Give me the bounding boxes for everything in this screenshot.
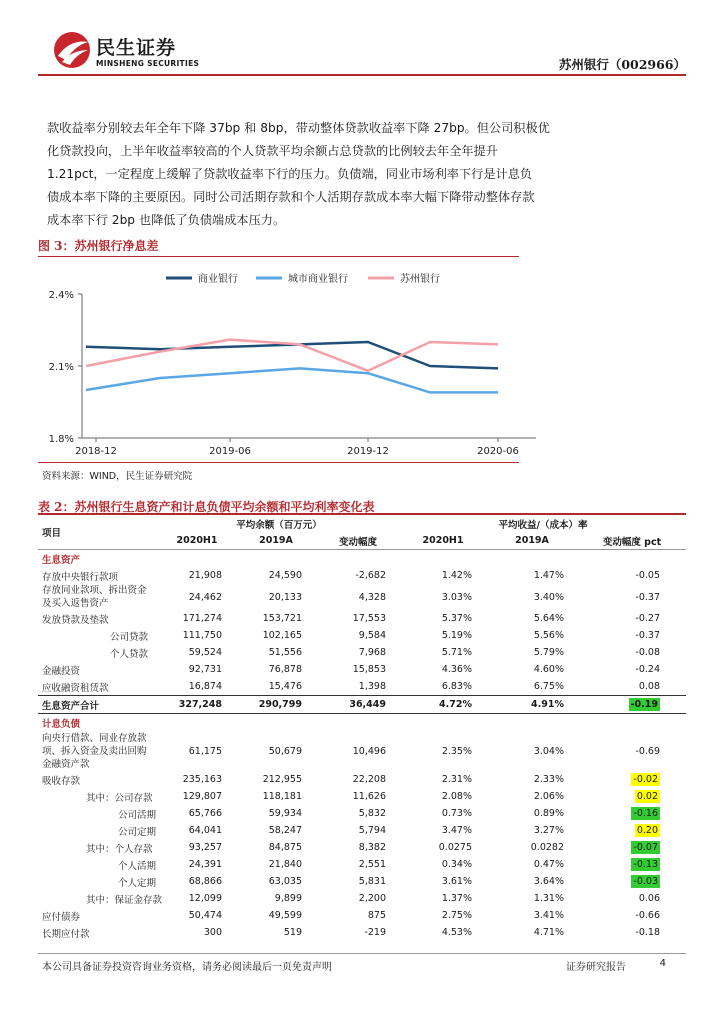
y-tick-label: 1.8% — [48, 434, 74, 445]
cell: 212,955 — [262, 774, 302, 785]
table-row — [38, 678, 686, 696]
cell: 84,875 — [268, 842, 302, 853]
liab-rows — [38, 731, 686, 941]
row-label: 其中：保证金存款 — [86, 894, 163, 906]
row-label: 公司定期 — [118, 826, 157, 838]
row-label: 个人贷款 — [110, 648, 149, 660]
cell: -0.66 — [635, 910, 660, 921]
sub-header: 变动幅度 — [316, 532, 400, 550]
cell: -0.08 — [635, 647, 660, 658]
cell: 24,391 — [188, 859, 222, 870]
cell: 0.89% — [533, 808, 564, 819]
para-line: 化贷款投向，上半年收益率较高的个人贷款平均余额占总贷款的比例较去年全年提升 — [47, 144, 498, 158]
cell: 58,247 — [268, 825, 302, 836]
row-label: 应付债券 — [42, 911, 81, 923]
x-axis — [75, 438, 536, 457]
cell: 16,874 — [188, 681, 222, 692]
section-assets-label: 生息资产 — [42, 554, 81, 566]
brand-name-en: MINSHENG SECURITIES — [96, 59, 200, 68]
col-item-header: 项目 — [38, 514, 158, 550]
cell: 6.75% — [533, 681, 564, 692]
header-rule — [38, 74, 686, 76]
cell: 5.19% — [441, 630, 472, 641]
cell: 1.47% — [533, 570, 564, 581]
cell: 10,496 — [352, 745, 386, 757]
figure-caption-rule — [38, 256, 519, 257]
highlight-value: -0.19 — [630, 699, 658, 710]
highlight-value: -0.07 — [633, 842, 658, 853]
cell: 1,398 — [358, 681, 386, 692]
cell: 118,181 — [262, 791, 302, 802]
y-axis — [49, 290, 82, 445]
cell: 2.08% — [441, 791, 472, 802]
cell: 4.72% — [400, 696, 486, 714]
table-row — [38, 771, 686, 788]
cell: 5.64% — [533, 613, 564, 624]
cell — [578, 788, 686, 805]
assets-rows — [38, 567, 686, 696]
cell: -0.18 — [635, 927, 660, 938]
report-title: 苏州银行（002966） — [558, 57, 686, 72]
cell: 51,556 — [268, 647, 302, 658]
cell: 3.27% — [533, 825, 564, 836]
brand-name-cn: 民生证券 — [96, 37, 177, 59]
cell: 92,731 — [188, 664, 222, 675]
cell: 15,853 — [352, 664, 386, 675]
cell: 2.35% — [441, 745, 472, 757]
cell: 519 — [283, 927, 302, 938]
figure-source: 资料来源：WIND，民生证券研究院 — [42, 471, 193, 482]
cell: 50,474 — [188, 910, 222, 921]
cell: 0.06 — [638, 893, 660, 904]
highlight-value: -0.13 — [633, 859, 658, 870]
cell: -219 — [364, 927, 386, 938]
row-label: 公司活期 — [118, 809, 157, 821]
cell — [578, 856, 686, 873]
para-line: 1.21pct，一定程度上缓解了贷款收益率下行的压力。负债端，同业市场利率下行是计息负 — [47, 167, 533, 181]
cell — [578, 839, 686, 856]
cell: 9,584 — [358, 630, 386, 641]
cell: 2,551 — [358, 859, 386, 870]
cell: 3.40% — [533, 591, 564, 603]
row-label: 个人活期 — [118, 860, 157, 872]
table-row — [38, 788, 686, 805]
x-tick-label: 2020-06 — [477, 446, 519, 457]
table-row — [38, 907, 686, 924]
cell: 17,553 — [352, 613, 386, 624]
row-label: 存放中央银行款项 — [42, 571, 119, 583]
cell: -0.27 — [635, 613, 660, 624]
cell: 1.37% — [441, 893, 472, 904]
cell: 3.64% — [533, 876, 564, 887]
cell: 76,878 — [268, 664, 302, 675]
cell: 24,590 — [268, 570, 302, 581]
table-group-header — [38, 514, 686, 532]
cell: 0.0282 — [530, 842, 564, 853]
sub-header: 2020H1 — [158, 532, 236, 550]
cell: 36,449 — [316, 696, 400, 714]
cell: 4,328 — [358, 591, 386, 603]
group-rate-header: 平均收益/（成本）率 — [400, 514, 686, 532]
cell: 4.53% — [441, 927, 472, 938]
highlight-value: -0.03 — [633, 876, 658, 887]
table-row — [38, 805, 686, 822]
cell: 2.31% — [441, 774, 472, 785]
cell: 0.0275 — [438, 842, 472, 853]
section-assets-row — [38, 550, 686, 568]
cell: 4.60% — [533, 664, 564, 675]
cell: 24,462 — [188, 591, 222, 603]
cell: 2,200 — [358, 893, 386, 904]
row-label: 应收融资租赁款 — [42, 682, 109, 694]
cell: 5.56% — [533, 630, 564, 641]
cell: 2.33% — [533, 774, 564, 785]
cell: 1.31% — [533, 893, 564, 904]
figure-caption: 图 3：苏州银行净息差 — [38, 239, 159, 253]
cell — [578, 696, 686, 714]
cell: 0.73% — [441, 808, 472, 819]
sub-header: 变动幅度 pct — [578, 532, 686, 550]
legend-label: 苏州银行 — [400, 274, 440, 285]
row-label: 公司贷款 — [110, 631, 149, 643]
cell: 93,257 — [188, 842, 222, 853]
cell: 171,274 — [182, 613, 222, 624]
row-label: 个人定期 — [118, 877, 157, 889]
page-number: 4 — [659, 958, 666, 969]
para-line: 债成本率下降的主要原因。同时公司活期存款和个人活期存款成本率大幅下降带动整体存款 — [47, 190, 535, 204]
para-line: 款收益率分别较去年全年下降 37bp 和 8bp，带动整体贷款收益率下降 27bp。但公司积极优 — [47, 121, 550, 135]
cell: -0.37 — [635, 630, 660, 641]
cell: 3.41% — [533, 910, 564, 921]
legend-label: 城市商业银行 — [288, 274, 348, 285]
cell: 15,476 — [268, 681, 302, 692]
sub-header: 2020H1 — [400, 532, 486, 550]
table-row — [38, 890, 686, 907]
x-tick-label: 2019-12 — [347, 446, 389, 457]
figure-bottom-rule — [38, 462, 519, 463]
cell: 102,165 — [262, 630, 302, 641]
group-balance-header: 平均余额（百万元） — [158, 514, 400, 532]
cell: 65,766 — [188, 808, 222, 819]
cell — [578, 771, 686, 788]
highlight-value: 0.02 — [636, 791, 658, 802]
cell: 63,035 — [268, 876, 302, 887]
cell: 22,208 — [352, 774, 386, 785]
cell: 5.71% — [441, 647, 472, 658]
cell — [578, 805, 686, 822]
cell: 0.34% — [441, 859, 472, 870]
cell: 11,626 — [352, 791, 386, 802]
cell: 875 — [367, 910, 386, 921]
cell: 111,750 — [182, 630, 222, 641]
footer-disclaimer: 本公司具备证券投资咨询业务资格，请务必阅读最后一页免责声明 — [42, 962, 332, 973]
table-row — [38, 856, 686, 873]
y-tick-label: 2.1% — [48, 362, 74, 373]
row-label: 吸收存款 — [42, 775, 81, 787]
body-paragraph — [47, 117, 677, 232]
row-label: 生息资产合计 — [38, 696, 158, 714]
cell: 64,041 — [188, 825, 222, 836]
highlight-value: -0.16 — [633, 808, 658, 819]
cell: 2.06% — [533, 791, 564, 802]
table-row — [38, 839, 686, 856]
table-row — [38, 822, 686, 839]
y-tick-label: 2.4% — [48, 290, 74, 301]
cell: 5.37% — [441, 613, 472, 624]
cell: 59,524 — [188, 647, 222, 658]
cell: 8,382 — [358, 842, 386, 853]
row-label: 发放贷款及垫款 — [42, 614, 109, 626]
x-tick-label: 2019-06 — [209, 446, 251, 457]
cell: 5.79% — [533, 647, 564, 658]
table-row — [38, 610, 686, 627]
table-caption: 表 2：苏州银行生息资产和计息负债平均余额和平均利率变化表 — [38, 500, 375, 514]
cell: 290,799 — [236, 696, 316, 714]
row-label: 存放同业款项、拆出资金及买入返售资产 — [42, 585, 147, 609]
cell: -0.69 — [635, 745, 660, 757]
table-row — [38, 627, 686, 644]
table-row — [38, 873, 686, 890]
sub-header: 2019A — [236, 532, 316, 550]
row-label: 其中：公司存款 — [86, 792, 153, 804]
cell: 129,807 — [182, 791, 222, 802]
cell: 3.03% — [441, 591, 472, 603]
cell: -2,682 — [355, 570, 386, 581]
cell: 12,099 — [188, 893, 222, 904]
sub-header: 2019A — [486, 532, 578, 550]
cell: 21,840 — [268, 859, 302, 870]
row-label: 向央行借款、同业存放款项、拆入资金及卖出回购金融资产款 — [42, 732, 147, 770]
series-line-城市商业银行 — [86, 368, 498, 392]
cell: 9,899 — [274, 893, 302, 904]
minsheng-logo-icon — [52, 30, 92, 70]
cell: 0.08 — [638, 681, 660, 692]
cell: 235,163 — [182, 774, 222, 785]
cell: 3.47% — [441, 825, 472, 836]
table-row — [38, 584, 686, 610]
nim-line-chart — [38, 262, 686, 462]
cell: 61,175 — [188, 745, 222, 757]
table-row — [38, 644, 686, 661]
cell: -0.24 — [635, 664, 660, 675]
cell: 20,133 — [268, 591, 302, 603]
cell: 3.61% — [441, 876, 472, 887]
cell: 153,721 — [262, 613, 302, 624]
row-label: 金融投资 — [42, 665, 81, 677]
cell — [578, 822, 686, 839]
cell: 21,908 — [188, 570, 222, 581]
x-tick-label: 2018-12 — [75, 446, 117, 457]
cell: 5,794 — [358, 825, 386, 836]
footer-doc-type: 证券研究报告 — [566, 962, 626, 973]
cell: 3.04% — [533, 745, 564, 757]
cell: 327,248 — [158, 696, 236, 714]
cell — [578, 873, 686, 890]
total-assets-row — [38, 696, 686, 714]
cell: 50,679 — [268, 745, 302, 757]
section-liab-row — [38, 714, 686, 732]
cell: 68,866 — [188, 876, 222, 887]
highlight-value: 0.20 — [636, 825, 658, 836]
row-label: 其中：个人存款 — [86, 843, 153, 855]
cell: 300 — [203, 927, 222, 938]
table-row — [38, 924, 686, 941]
cell: -0.37 — [635, 591, 660, 603]
yield-cost-table — [38, 513, 686, 941]
cell: 49,599 — [268, 910, 302, 921]
table-row — [38, 567, 686, 584]
cell: 4.91% — [486, 696, 578, 714]
legend-label: 商业银行 — [198, 274, 238, 285]
cell: 4.71% — [533, 927, 564, 938]
cell: 6.83% — [441, 681, 472, 692]
cell: -0.05 — [635, 570, 660, 581]
cell: 2.75% — [441, 910, 472, 921]
series-lines — [86, 340, 498, 393]
cell: 59,934 — [268, 808, 302, 819]
table-row — [38, 661, 686, 678]
cell: 5,832 — [358, 808, 386, 819]
cell: 1.42% — [441, 570, 472, 581]
row-label: 长期应付款 — [42, 928, 90, 940]
table-row — [38, 731, 686, 771]
cell: 5,831 — [358, 876, 386, 887]
footer-rule — [38, 953, 686, 954]
chart-legend — [166, 272, 440, 285]
para-line: 成本率下行 2bp 也降低了负债端成本压力。 — [47, 213, 286, 227]
cell: 4.36% — [441, 664, 472, 675]
section-liab-label: 计息负债 — [42, 718, 81, 730]
cell: 0.47% — [533, 859, 564, 870]
highlight-value: -0.02 — [633, 774, 658, 785]
cell: 7,968 — [358, 647, 386, 658]
